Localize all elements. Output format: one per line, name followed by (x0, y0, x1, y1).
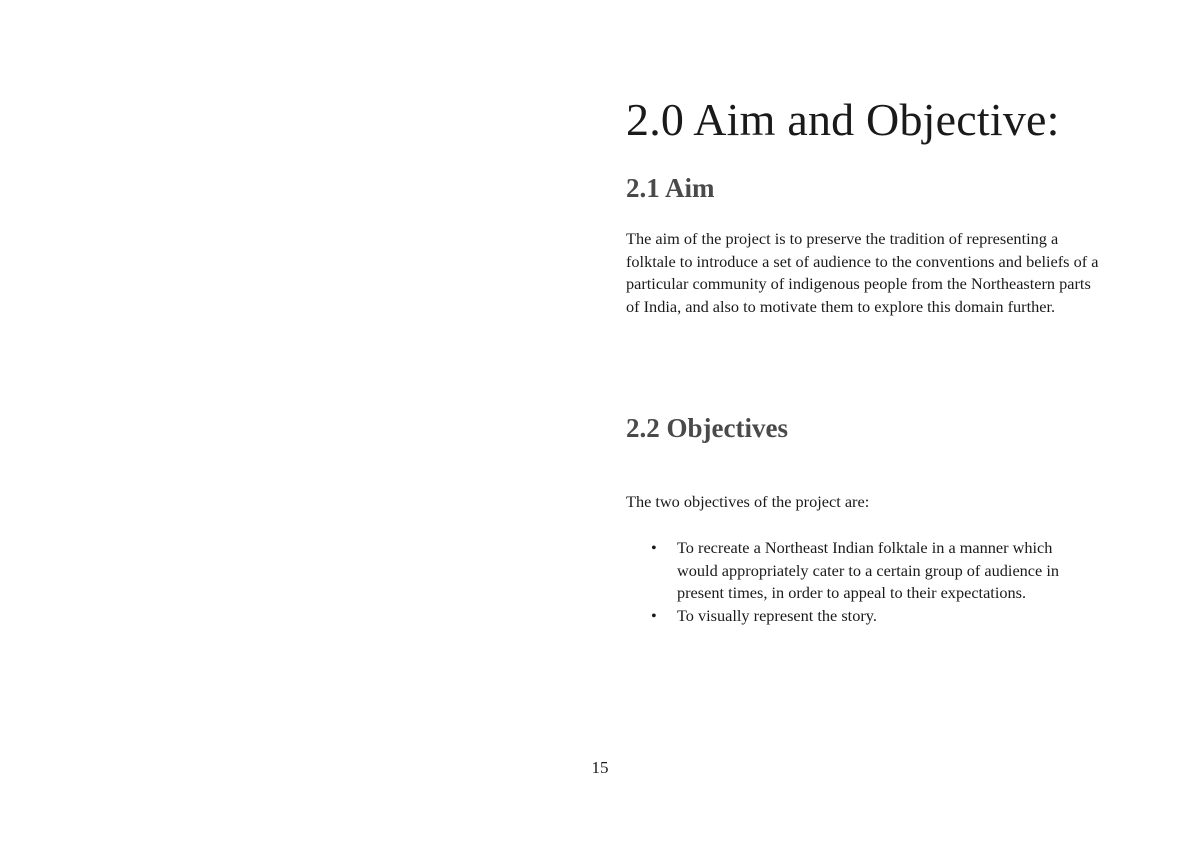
bullet-icon: • (651, 606, 657, 626)
right-page (626, 0, 1106, 848)
section-heading-objectives: 2.2 Objectives (626, 413, 788, 443)
list-item (626, 605, 1077, 628)
bullet-icon: • (651, 538, 657, 557)
aim-paragraph: The aim of the project is to preserve the tradition of representing a folktale to introduce a set of audience to the conventions and beliefs of a particular community of indigenous people from the Northeastern parts of India, and also to motivate them to explore this domain further. (626, 229, 1099, 317)
page-number: 15 (591, 758, 609, 777)
section-heading-aim: 2.1 Aim (626, 173, 715, 203)
list-item-text: To visually represent the story. (677, 606, 877, 626)
list-item-text: To recreate a Northeast Indian folktale in a manner which would appropriately cater to a certain group of audience in present times, in order to appeal to their expectations. (677, 538, 1059, 603)
list-item (626, 537, 1077, 605)
objectives-list (626, 537, 1106, 628)
page-title: 2.0 Aim and Objective: (626, 94, 1060, 145)
objectives-intro: The two objectives of the project are: (626, 492, 870, 511)
